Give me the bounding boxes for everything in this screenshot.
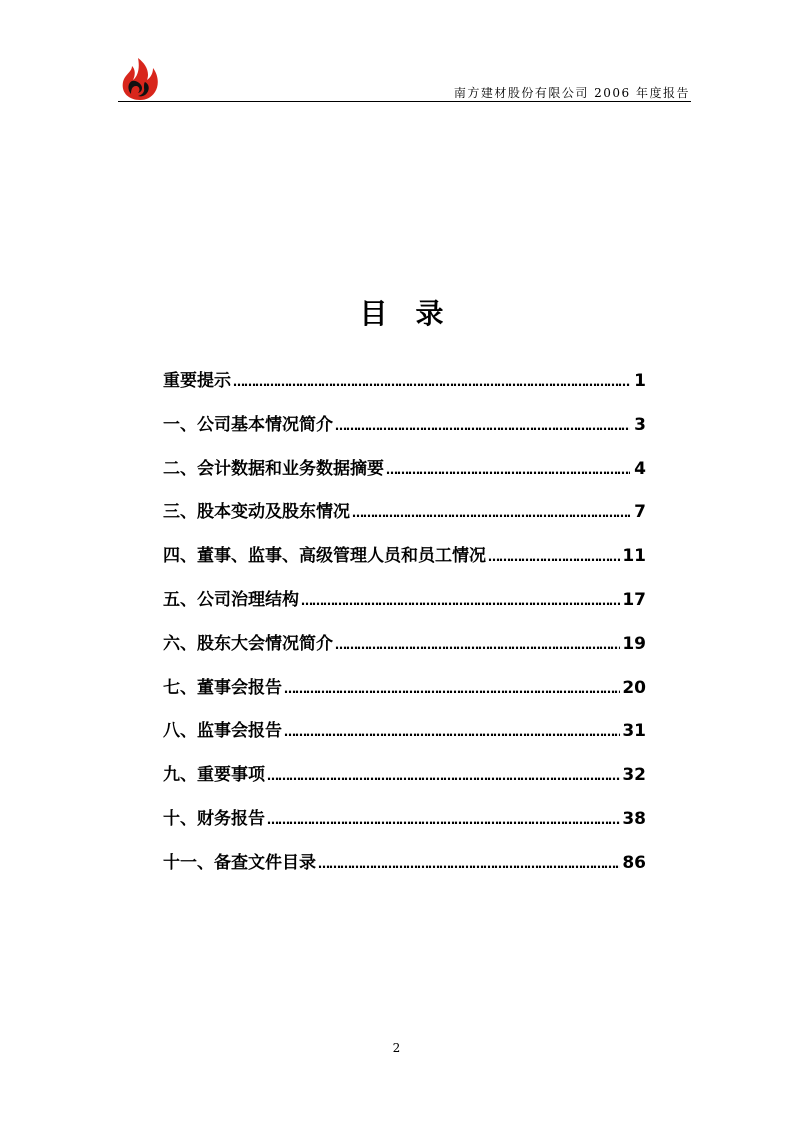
header-rule (118, 101, 691, 102)
toc-leader-dots (233, 366, 630, 397)
toc-entry-significant-events[interactable] (163, 760, 646, 804)
toc-entry-financial-highlights[interactable] (163, 454, 646, 498)
page-number: 2 (392, 1041, 401, 1055)
toc-entry-label: 八、监事会报告 (163, 721, 282, 742)
toc-entry-label: 重要提示 (163, 371, 231, 391)
toc-leader-dots (335, 629, 620, 660)
toc-entry-page: 38 (622, 808, 646, 829)
toc-entry-label: 十、财务报告 (163, 808, 265, 829)
toc-entry-page: 17 (622, 589, 646, 610)
toc-leader-dots (267, 804, 620, 835)
toc-entry-page: 4 (634, 458, 646, 479)
toc-entry-page: 31 (622, 721, 646, 742)
toc-leader-dots (488, 541, 620, 572)
toc-entry-label: 十一、备查文件目录 (163, 852, 316, 873)
toc-entry-financial-report[interactable] (163, 804, 646, 848)
toc-entry-label: 二、会计数据和业务数据摘要 (163, 458, 384, 479)
flame-logo-icon (120, 56, 160, 102)
toc-entry-board-report[interactable] (163, 673, 646, 717)
toc-entry-page: 7 (634, 502, 646, 523)
toc-entry-label: 九、重要事项 (163, 765, 265, 786)
toc-entry-page: 86 (622, 852, 646, 873)
toc-entry-label: 六、股东大会情况简介 (163, 633, 333, 654)
toc-leader-dots (267, 760, 620, 791)
toc-entry-label: 四、董事、监事、高级管理人员和员工情况 (163, 546, 486, 567)
toc-entry-page: 19 (622, 633, 646, 654)
toc-leader-dots (386, 454, 630, 485)
toc-list (163, 366, 646, 892)
toc-entry-page: 1 (634, 371, 646, 391)
toc-entry-governance[interactable] (163, 585, 646, 629)
toc-title-part2: 录 (415, 297, 444, 330)
toc-title (0, 292, 793, 332)
toc-entry-page: 32 (622, 765, 646, 786)
header-title: 南方建材股份有限公司 2006 年度报告 (453, 86, 690, 100)
toc-entry-label: 七、董事会报告 (163, 677, 282, 698)
toc-entry-shareholders-meeting[interactable] (163, 629, 646, 673)
toc-entry-reference-documents[interactable] (163, 848, 646, 892)
toc-entry-important-notice[interactable] (163, 366, 646, 410)
toc-leader-dots (284, 716, 620, 747)
toc-entry-directors-staff[interactable] (163, 541, 646, 585)
toc-entry-label: 三、股本变动及股东情况 (163, 502, 350, 523)
toc-entry-share-capital[interactable] (163, 497, 646, 541)
toc-leader-dots (318, 848, 620, 879)
toc-entry-label: 一、公司基本情况简介 (163, 414, 333, 435)
toc-leader-dots (352, 497, 630, 528)
toc-entry-company-profile[interactable] (163, 410, 646, 454)
toc-entry-page: 20 (622, 677, 646, 698)
toc-entry-page: 3 (634, 414, 646, 435)
toc-entry-label: 五、公司治理结构 (163, 589, 299, 610)
toc-leader-dots (335, 410, 630, 441)
toc-title-part1: 目 (359, 297, 388, 330)
toc-leader-dots (301, 585, 620, 616)
toc-entry-supervisory-report[interactable] (163, 716, 646, 760)
toc-leader-dots (284, 673, 620, 704)
toc-entry-page: 11 (622, 546, 646, 567)
